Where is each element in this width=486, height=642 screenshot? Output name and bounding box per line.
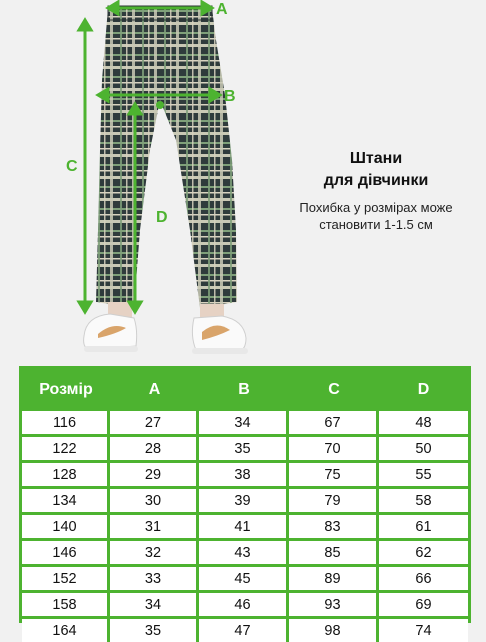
measure-cell: 69 xyxy=(379,593,468,619)
size-tolerance-note xyxy=(286,199,466,233)
measure-cell: 89 xyxy=(289,567,379,593)
measure-cell: 30 xyxy=(110,489,199,515)
title-line-2: для дівчинки xyxy=(323,172,429,189)
measure-cell: 70 xyxy=(289,437,379,463)
table-row xyxy=(22,489,468,515)
product-title xyxy=(296,148,456,192)
table-row xyxy=(22,437,468,463)
measure-cell: 35 xyxy=(199,437,289,463)
measure-cell: 98 xyxy=(289,619,379,642)
size-table xyxy=(19,366,471,639)
measure-cell: 43 xyxy=(199,541,289,567)
measure-cell: 34 xyxy=(199,411,289,437)
measure-cell: 32 xyxy=(110,541,199,567)
measure-cell: 31 xyxy=(110,515,199,541)
table-header-row xyxy=(22,369,468,411)
table-row xyxy=(22,567,468,593)
measure-cell: 50 xyxy=(379,437,468,463)
measure-cell: 74 xyxy=(379,619,468,642)
measure-cell: 48 xyxy=(379,411,468,437)
measure-cell: 41 xyxy=(199,515,289,541)
table-row xyxy=(22,619,468,642)
measure-cell: 28 xyxy=(110,437,199,463)
measure-cell: 33 xyxy=(110,567,199,593)
measure-cell: 93 xyxy=(289,593,379,619)
measure-cell: 58 xyxy=(379,489,468,515)
measure-cell: 34 xyxy=(110,593,199,619)
measure-cell: 46 xyxy=(199,593,289,619)
header-a: A xyxy=(110,369,199,411)
measure-cell: 85 xyxy=(289,541,379,567)
label-d: D xyxy=(156,209,168,226)
note-line-1: Похибка у розмірах може xyxy=(299,200,453,215)
title-line-1: Штани xyxy=(349,150,403,167)
table-row xyxy=(22,515,468,541)
trousers xyxy=(96,6,237,308)
table-row xyxy=(22,463,468,489)
left-sneaker xyxy=(84,314,138,352)
size-cell: 128 xyxy=(22,463,110,489)
measure-cell: 47 xyxy=(199,619,289,642)
header-c: C xyxy=(289,369,379,411)
header-b: B xyxy=(199,369,289,411)
measure-cell: 75 xyxy=(289,463,379,489)
measure-cell: 79 xyxy=(289,489,379,515)
size-cell: 164 xyxy=(22,619,110,642)
table-row xyxy=(22,541,468,567)
table-row xyxy=(22,411,468,437)
measure-cell: 39 xyxy=(199,489,289,515)
measure-cell: 35 xyxy=(110,619,199,642)
measure-cell: 66 xyxy=(379,567,468,593)
measure-cell: 27 xyxy=(110,411,199,437)
measure-cell: 61 xyxy=(379,515,468,541)
table-row xyxy=(22,593,468,619)
label-b: B xyxy=(224,88,236,105)
measure-cell: 55 xyxy=(379,463,468,489)
product-photo xyxy=(0,0,300,362)
right-sneaker xyxy=(192,316,248,354)
measure-cell: 45 xyxy=(199,567,289,593)
measure-cell: 29 xyxy=(110,463,199,489)
size-cell: 152 xyxy=(22,567,110,593)
note-line-2: становити 1-1.5 см xyxy=(319,217,433,232)
header-d: D xyxy=(379,369,468,411)
measure-cell: 67 xyxy=(289,411,379,437)
size-cell: 158 xyxy=(22,593,110,619)
size-cell: 122 xyxy=(22,437,110,463)
measure-cell: 62 xyxy=(379,541,468,567)
measure-cell: 38 xyxy=(199,463,289,489)
size-cell: 116 xyxy=(22,411,110,437)
size-cell: 134 xyxy=(22,489,110,515)
measure-cell: 83 xyxy=(289,515,379,541)
label-c: C xyxy=(66,158,78,175)
size-cell: 146 xyxy=(22,541,110,567)
header-size: Розмір xyxy=(22,369,110,411)
size-cell: 140 xyxy=(22,515,110,541)
label-a: A xyxy=(216,1,228,18)
